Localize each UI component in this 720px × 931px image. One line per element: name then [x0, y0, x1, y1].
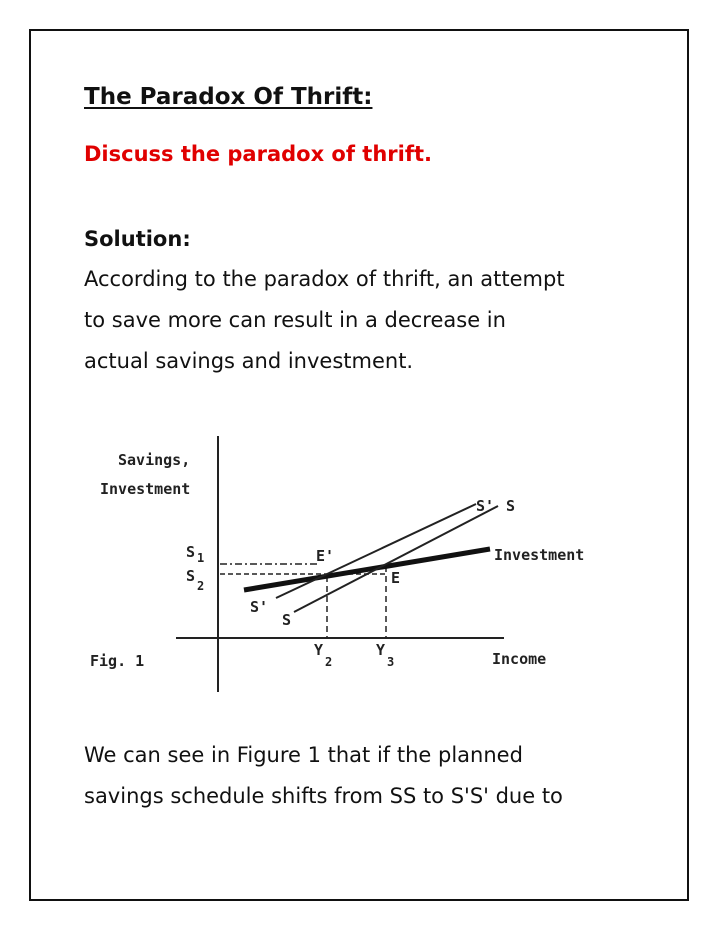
- s-top-label: S: [506, 497, 516, 515]
- s-prime-top-label: S': [476, 497, 495, 515]
- figure-label: Fig. 1: [90, 652, 145, 670]
- explanation-paragraph: [84, 735, 664, 817]
- solution-label: Solution:: [84, 227, 191, 251]
- e-prime-label: E': [316, 547, 335, 565]
- y2-subscript: 2: [325, 655, 333, 669]
- s2-subscript: 2: [197, 579, 205, 593]
- investment-label: Investment: [494, 546, 585, 564]
- s2-label: S: [186, 567, 196, 585]
- y3-label: Y: [376, 641, 386, 659]
- paragraph-line: actual savings and investment.: [84, 349, 414, 373]
- s1-subscript: 1: [197, 551, 205, 565]
- solution-paragraph: [84, 259, 664, 382]
- y2-label: Y: [314, 641, 324, 659]
- question-text: Discuss the paradox of thrift.: [84, 142, 432, 166]
- savings-schedule-s-prime: [276, 504, 476, 598]
- figure-1: [80, 430, 620, 700]
- y-axis-label-line1: Savings,: [118, 451, 191, 469]
- s-bottom-label: S: [282, 611, 292, 629]
- s-prime-bottom-label: S': [250, 598, 269, 616]
- paragraph-line: savings schedule shifts from SS to S'S' due to: [84, 784, 563, 808]
- paragraph-line: We can see in Figure 1 that if the planned: [84, 743, 523, 767]
- e-label: E: [391, 569, 401, 587]
- x-axis-label: Income: [492, 650, 547, 668]
- s1-label: S: [186, 543, 196, 561]
- y3-subscript: 3: [387, 655, 395, 669]
- paragraph-line: to save more can result in a decrease in: [84, 308, 506, 332]
- page-heading: The Paradox Of Thrift:: [84, 84, 373, 110]
- paragraph-line: According to the paradox of thrift, an attempt: [84, 267, 565, 291]
- y-axis-label-line2: Investment: [100, 480, 191, 498]
- paradox-of-thrift-diagram: [80, 430, 620, 700]
